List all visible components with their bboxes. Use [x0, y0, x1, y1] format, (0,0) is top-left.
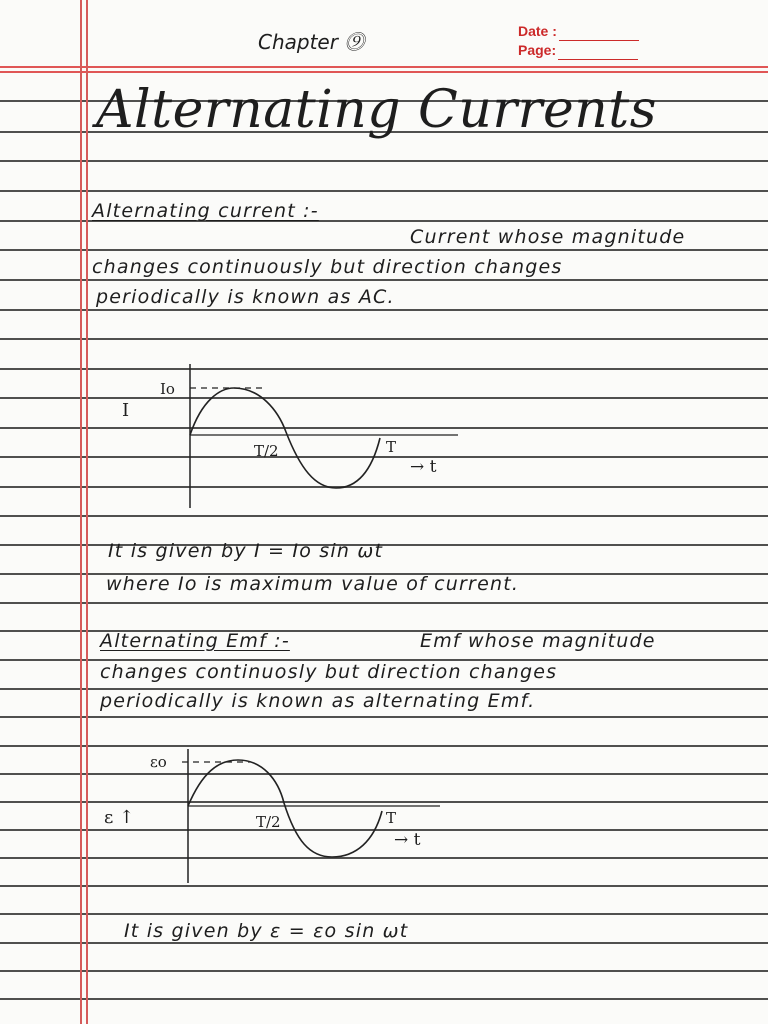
- ruled-line: [0, 885, 768, 887]
- peak-label: Io: [160, 380, 175, 398]
- emf-definition-line2: changes continuosly but direction changes: [100, 661, 558, 683]
- ac-definition-line3: periodically is known as AC.: [96, 286, 395, 308]
- ruled-line: [0, 942, 768, 944]
- y-axis-label: ε ↑: [104, 807, 135, 828]
- half-period-label: T/2: [254, 442, 279, 460]
- ruled-line: [0, 602, 768, 604]
- page-label: Page:: [518, 42, 557, 58]
- emf-graph: [100, 745, 460, 885]
- ac-definition-line2: changes continuously but direction changes: [92, 256, 563, 278]
- date-field: [559, 28, 639, 41]
- ac-formula-note: where Io is maximum value of current.: [106, 573, 520, 595]
- date-label: Date :: [518, 23, 557, 39]
- emf-definition-line3: periodically is known as alternating Emf.: [100, 690, 536, 712]
- ac-heading: Alternating current :-: [92, 200, 319, 222]
- ruled-line: [0, 309, 768, 311]
- ruled-line: [0, 998, 768, 1000]
- page-field: [558, 47, 638, 60]
- y-axis-label: I: [122, 400, 130, 421]
- peak-label: εo: [150, 753, 167, 771]
- ac-current-graph: [110, 360, 470, 510]
- period-label: T: [386, 438, 397, 456]
- page-title: Alternating Currents: [96, 80, 657, 140]
- ruled-line: [0, 338, 768, 340]
- chapter-label: Chapter ⓽: [258, 30, 365, 54]
- ruled-line: [0, 716, 768, 718]
- ruled-line: [0, 970, 768, 972]
- ac-formula: It is given by I = Io sin ωt: [108, 540, 384, 562]
- top-red-rule-2: [0, 71, 768, 73]
- margin-line-2: [86, 0, 88, 1024]
- emf-formula: It is given by ε = εo sin ωt: [124, 920, 409, 942]
- ruled-line: [0, 249, 768, 251]
- emf-heading: Alternating Emf :-: [100, 630, 290, 652]
- margin-line: [80, 0, 82, 1024]
- x-axis-label: → t: [410, 457, 437, 477]
- ruled-line: [0, 913, 768, 915]
- ruled-line: [0, 160, 768, 162]
- period-label: T: [386, 809, 397, 827]
- top-red-rule: [0, 66, 768, 68]
- ruled-line: [0, 279, 768, 281]
- sine-wave: [188, 760, 382, 857]
- ruled-line: [0, 515, 768, 517]
- emf-definition-line1: Emf whose magnitude: [420, 630, 656, 652]
- date-page-block: [518, 22, 639, 60]
- ac-definition-line1: Current whose magnitude: [410, 226, 686, 248]
- sine-wave: [190, 388, 380, 488]
- x-axis-label: → t: [394, 830, 421, 850]
- half-period-label: T/2: [256, 813, 281, 831]
- ruled-line: [0, 190, 768, 192]
